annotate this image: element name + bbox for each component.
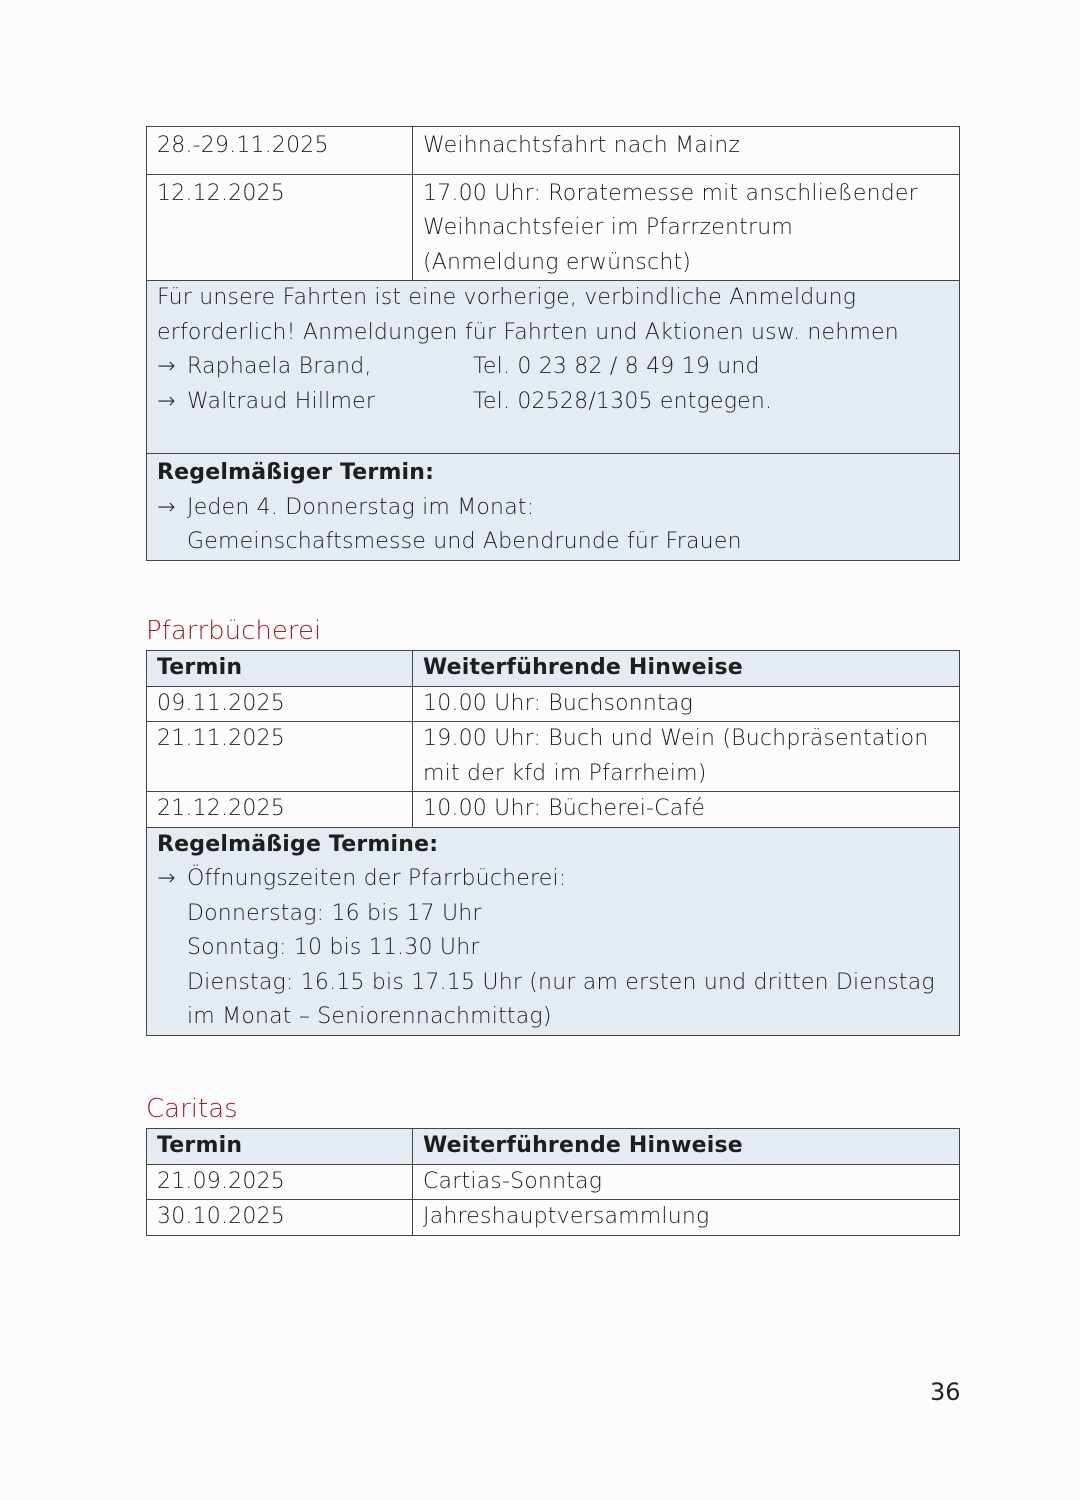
info-cell: 10.00 Uhr: Bücherei-Café bbox=[413, 792, 960, 828]
header-termin: Termin bbox=[147, 651, 413, 687]
regular-line: Jeden 4. Donnerstag im Monat: bbox=[187, 494, 535, 520]
notice-line: Für unsere Fahrten ist eine vorherige, verbindliche Anmeldung bbox=[157, 285, 857, 310]
info-cell: 10.00 Uhr: Buchsonntag bbox=[413, 686, 960, 722]
date-cell: 30.10.2025 bbox=[147, 1200, 413, 1236]
page-number: 36 bbox=[930, 1378, 961, 1406]
contact-name: Raphaela Brand, bbox=[187, 354, 372, 379]
notice-cell bbox=[147, 281, 960, 454]
info-line: mit der kfd im Pfarrheim) bbox=[423, 760, 707, 786]
regular-line: Dienstag: 16.15 bis 17.15 Uhr (nur am ersten und dritten Dienstag bbox=[187, 969, 935, 995]
date-cell: 21.09.2025 bbox=[147, 1164, 413, 1200]
header-hinweise: Weiterführende Hinweise bbox=[413, 1129, 960, 1165]
contact-name: Waltraud Hillmer bbox=[187, 388, 376, 414]
regular-line: Gemeinschaftsmesse und Abendrunde für Frauen bbox=[187, 529, 742, 554]
table-row bbox=[147, 686, 960, 722]
table-row bbox=[147, 722, 960, 792]
kfd-table bbox=[146, 126, 960, 561]
info-line: (Anmeldung erwünscht) bbox=[423, 249, 692, 275]
info-cell bbox=[413, 174, 960, 281]
header-hinweise: Weiterführende Hinweise bbox=[413, 651, 960, 687]
regular-row bbox=[147, 827, 960, 1035]
section-title-pfarrbuecherei: Pfarrbücherei bbox=[146, 616, 322, 646]
header-termin: Termin bbox=[147, 1129, 413, 1165]
date-cell: 28.-29.11.2025 bbox=[147, 127, 413, 175]
regular-line: Donnerstag: 16 bis 17 Uhr bbox=[187, 900, 482, 926]
table-row bbox=[147, 792, 960, 828]
regular-cell bbox=[147, 827, 960, 1035]
table-header-row bbox=[147, 651, 960, 687]
date-cell: 09.11.2025 bbox=[147, 686, 413, 722]
regular-heading: Regelmäßige Termine: bbox=[157, 831, 439, 857]
date-cell: 12.12.2025 bbox=[147, 174, 413, 281]
contact-raphaela-brand bbox=[157, 350, 949, 385]
regular-line: Öffnungszeiten der Pfarrbücherei: bbox=[187, 866, 567, 891]
info-cell: Cartias-Sonntag bbox=[413, 1164, 960, 1200]
regular-row bbox=[147, 454, 960, 561]
info-cell bbox=[413, 722, 960, 792]
regular-cell bbox=[147, 454, 960, 561]
table-row bbox=[147, 174, 960, 281]
contact-phone: Tel. 0 23 82 / 8 49 19 und bbox=[473, 354, 760, 379]
table-row bbox=[147, 1164, 960, 1200]
arrow-right-icon: → bbox=[157, 494, 176, 520]
info-line: 19.00 Uhr: Buch und Wein (Buchpräsentation bbox=[423, 726, 929, 751]
arrow-right-icon: → bbox=[157, 388, 176, 414]
info-cell: Jahreshauptversammlung bbox=[413, 1200, 960, 1236]
caritas-table bbox=[146, 1128, 960, 1236]
info-line: 17.00 Uhr: Roratemesse mit anschließender bbox=[423, 180, 918, 206]
regular-line: Sonntag: 10 bis 11.30 Uhr bbox=[187, 935, 480, 960]
regular-line: im Monat – Seniorennachmittag) bbox=[187, 1004, 552, 1029]
notice-line: erforderlich! Anmeldungen für Fahrten und Aktionen usw. nehmen bbox=[157, 319, 899, 345]
table-row bbox=[147, 1200, 960, 1236]
arrow-right-icon: → bbox=[157, 354, 176, 379]
pfarrbuecherei-table bbox=[146, 650, 960, 1036]
table-row bbox=[147, 127, 960, 175]
regular-heading: Regelmäßiger Termin: bbox=[157, 460, 435, 485]
table-header-row bbox=[147, 1129, 960, 1165]
notice-row bbox=[147, 281, 960, 454]
date-cell: 21.11.2025 bbox=[147, 722, 413, 792]
info-line: Weihnachtsfeier im Pfarrzentrum bbox=[423, 215, 793, 240]
info-cell: Weihnachtsfahrt nach Mainz bbox=[413, 127, 960, 175]
contact-phone: Tel. 02528/1305 entgegen. bbox=[473, 388, 773, 414]
date-cell: 21.12.2025 bbox=[147, 792, 413, 828]
contact-waltraud-hillmer bbox=[157, 385, 949, 420]
section-title-caritas: Caritas bbox=[146, 1094, 238, 1124]
arrow-right-icon: → bbox=[157, 866, 176, 891]
